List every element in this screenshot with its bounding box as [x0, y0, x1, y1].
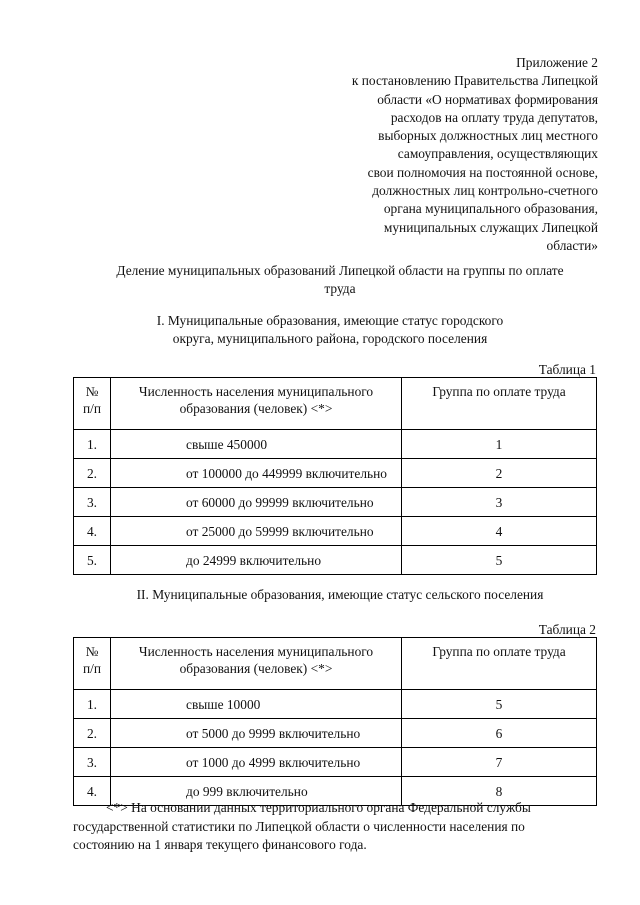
header-num — [74, 378, 111, 430]
row-population: от 5000 до 9999 включительно — [111, 719, 402, 748]
row-population: до 999 включительно — [111, 777, 402, 806]
table-row — [74, 459, 597, 488]
row-group: 6 — [402, 719, 597, 748]
appendix-header-line: области «О нормативах формирования — [377, 91, 598, 107]
row-population: до 24999 включительно — [111, 546, 402, 575]
row-num: 4. — [74, 777, 111, 806]
document-title-line: труда — [324, 281, 356, 296]
row-population: от 100000 до 449999 включительно — [111, 459, 402, 488]
header-num-line: п/п — [82, 401, 102, 416]
row-population: от 60000 до 99999 включительно — [111, 488, 402, 517]
row-num: 4. — [74, 517, 111, 546]
header-population-line: образования (человек) <*> — [179, 401, 333, 416]
table-row — [74, 546, 597, 575]
footnote — [73, 799, 596, 855]
row-group: 8 — [402, 777, 597, 806]
row-num: 1. — [74, 690, 111, 719]
row-group: 3 — [402, 488, 597, 517]
table-header-row — [74, 378, 597, 430]
appendix-header-line: расходов на оплату труда депутатов, — [390, 109, 598, 125]
appendix-header-line: самоуправления, осуществляющих — [397, 146, 598, 162]
row-num: 2. — [74, 459, 111, 488]
table-1-caption: Таблица 1 — [538, 362, 596, 377]
footnote-line: состоянию на 1 января текущего финансового года. — [73, 837, 367, 852]
section-1-title-line: I. Муниципальные образования, имеющие статус городского — [156, 313, 504, 328]
appendix-header — [268, 54, 598, 255]
appendix-header-line: к постановлению Правительства Липецкой — [351, 73, 598, 89]
table-row — [74, 748, 597, 777]
header-population — [111, 638, 402, 690]
table-row — [74, 719, 597, 748]
appendix-header-line: муниципальных служащих Липецкой — [383, 219, 598, 235]
row-group: 4 — [402, 517, 597, 546]
header-population-line: образования (человек) <*> — [179, 661, 333, 676]
footnote-line: государственной статистики по Липецкой области о численности населения по — [73, 818, 525, 834]
table-2 — [73, 637, 597, 806]
row-num: 3. — [74, 748, 111, 777]
section-2-title: II. Муниципальные образования, имеющие статус сельского поселения — [136, 587, 544, 602]
section-1-title-line: округа, муниципального района, городского поселения — [172, 331, 488, 346]
header-num-line: п/п — [82, 661, 102, 676]
row-population: свыше 10000 — [111, 690, 402, 719]
header-num-line: № — [85, 644, 99, 659]
header-group: Группа по оплате труда — [402, 638, 597, 690]
appendix-header-line: свои полномочия на постоянной основе, — [367, 164, 598, 180]
row-population: от 1000 до 4999 включительно — [111, 748, 402, 777]
row-population: свыше 450000 — [111, 430, 402, 459]
appendix-header-line: органа муниципального образования, — [383, 201, 598, 217]
document-title-line: Деление муниципальных образований Липецкой области на группы по оплате — [116, 263, 564, 278]
row-group: 5 — [402, 546, 597, 575]
header-population-line: Численность населения муниципального — [138, 644, 374, 659]
appendix-header-line: области» — [546, 237, 598, 253]
header-population-line: Численность населения муниципального — [138, 384, 374, 399]
table-1 — [73, 377, 597, 575]
appendix-header-line: выборных должностных лиц местного — [378, 128, 598, 144]
row-group: 1 — [402, 430, 597, 459]
row-num: 3. — [74, 488, 111, 517]
table-header-row — [74, 638, 597, 690]
row-num: 2. — [74, 719, 111, 748]
row-group: 7 — [402, 748, 597, 777]
table-2-caption: Таблица 2 — [538, 622, 596, 637]
header-group: Группа по оплате труда — [402, 378, 597, 430]
header-num — [74, 638, 111, 690]
section-1-title — [60, 312, 600, 348]
appendix-header-line: Приложение 2 — [516, 55, 598, 70]
row-num: 5. — [74, 546, 111, 575]
row-group: 5 — [402, 690, 597, 719]
row-group: 2 — [402, 459, 597, 488]
document-title — [60, 262, 620, 298]
row-num: 1. — [74, 430, 111, 459]
header-num-line: № — [85, 384, 99, 399]
appendix-header-line: должностных лиц контрольно-счетного — [372, 183, 598, 199]
table-row — [74, 488, 597, 517]
table-row — [74, 517, 597, 546]
row-population: от 25000 до 59999 включительно — [111, 517, 402, 546]
header-population — [111, 378, 402, 430]
footnote-line: <*> На основании данных территориального органа Федеральной службы — [106, 800, 531, 815]
table-row — [74, 690, 597, 719]
table-row — [74, 430, 597, 459]
